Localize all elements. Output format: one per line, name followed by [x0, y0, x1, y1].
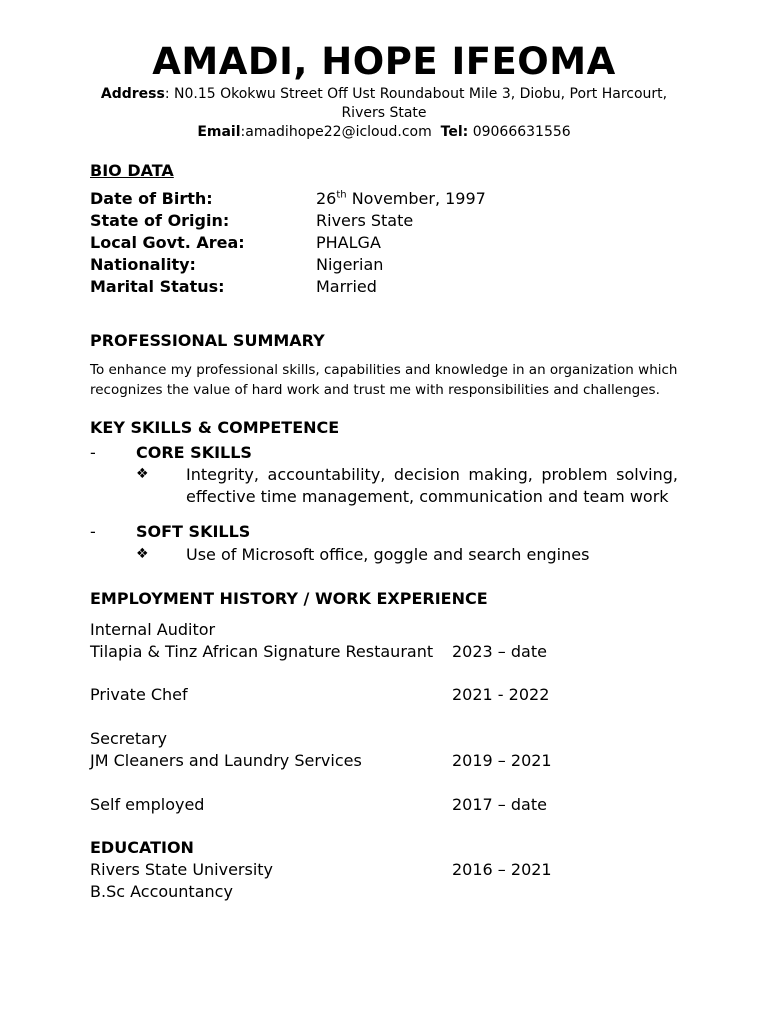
employment-heading: EMPLOYMENT HISTORY / WORK EXPERIENCE: [90, 589, 488, 608]
job-role: Self employed: [90, 795, 205, 814]
job-company: Tilapia & Tinz African Signature Restaurant: [90, 642, 434, 661]
diamond-bullet-icon: ❖: [136, 466, 149, 482]
job-period: 2023 – date: [452, 642, 547, 661]
bio-value: PHALGA: [316, 233, 381, 252]
bio-value: 26th November, 1997: [316, 189, 486, 208]
education-heading: EDUCATION: [90, 838, 194, 857]
bio-label: Local Govt. Area:: [90, 233, 245, 252]
core-skills-dash: -: [90, 443, 96, 462]
address-line-1: [0, 85, 768, 104]
soft-skills-text: Use of Microsoft office, goggle and search engines: [186, 545, 590, 564]
job-company: JM Cleaners and Laundry Services: [90, 751, 362, 770]
summary-text: To enhance my professional skills, capabilities and knowledge in an organization which recognizes the value of hard work and trust me with responsibilities and challenges.: [90, 362, 678, 398]
address-value: : N0.15 Okokwu Street Off Ust Roundabout Mile 3, Diobu, Port Harcourt,: [164, 86, 668, 102]
education-period: 2016 – 2021: [452, 860, 552, 879]
contact-line: [0, 123, 768, 142]
bio-label: State of Origin:: [90, 211, 230, 230]
soft-skills-heading: SOFT SKILLS: [136, 522, 251, 541]
summary-heading: PROFESSIONAL SUMMARY: [90, 331, 325, 350]
skills-heading: KEY SKILLS & COMPETENCE: [90, 418, 340, 437]
bio-value: Married: [316, 277, 377, 296]
job-period: 2017 – date: [452, 795, 547, 814]
soft-skills-dash: -: [90, 522, 96, 541]
bio-label: Date of Birth:: [90, 189, 213, 208]
education-degree: B.Sc Accountancy: [90, 882, 233, 901]
address-line-2: Rivers State: [341, 105, 427, 121]
bio-value: Rivers State: [316, 211, 414, 230]
bio-label: Marital Status:: [90, 277, 225, 296]
diamond-bullet-icon: ❖: [136, 546, 149, 562]
address-label: Address: [100, 86, 165, 102]
job-period: 2021 - 2022: [452, 685, 550, 704]
bio-value: Nigerian: [316, 255, 384, 274]
job-role: Private Chef: [90, 685, 188, 704]
email-label: Email: [197, 124, 241, 140]
core-skills-heading: CORE SKILLS: [136, 443, 252, 462]
core-skills-text: Integrity, accountability, decision making, problem solving, effective time management, communication and team work: [186, 465, 678, 506]
email-value: :amadihope22@icloud.com: [240, 124, 432, 140]
job-role: Secretary: [90, 729, 167, 748]
job-period: 2019 – 2021: [452, 751, 552, 770]
bio-data-heading: BIO DATA: [90, 161, 174, 180]
tel-value: 09066631556: [472, 124, 571, 140]
bio-label: Nationality:: [90, 255, 196, 274]
tel-label: Tel:: [440, 124, 469, 140]
education-school: Rivers State University: [90, 860, 274, 879]
job-role: Internal Auditor: [90, 620, 216, 639]
candidate-name: AMADI, HOPE IFEOMA: [152, 40, 616, 83]
